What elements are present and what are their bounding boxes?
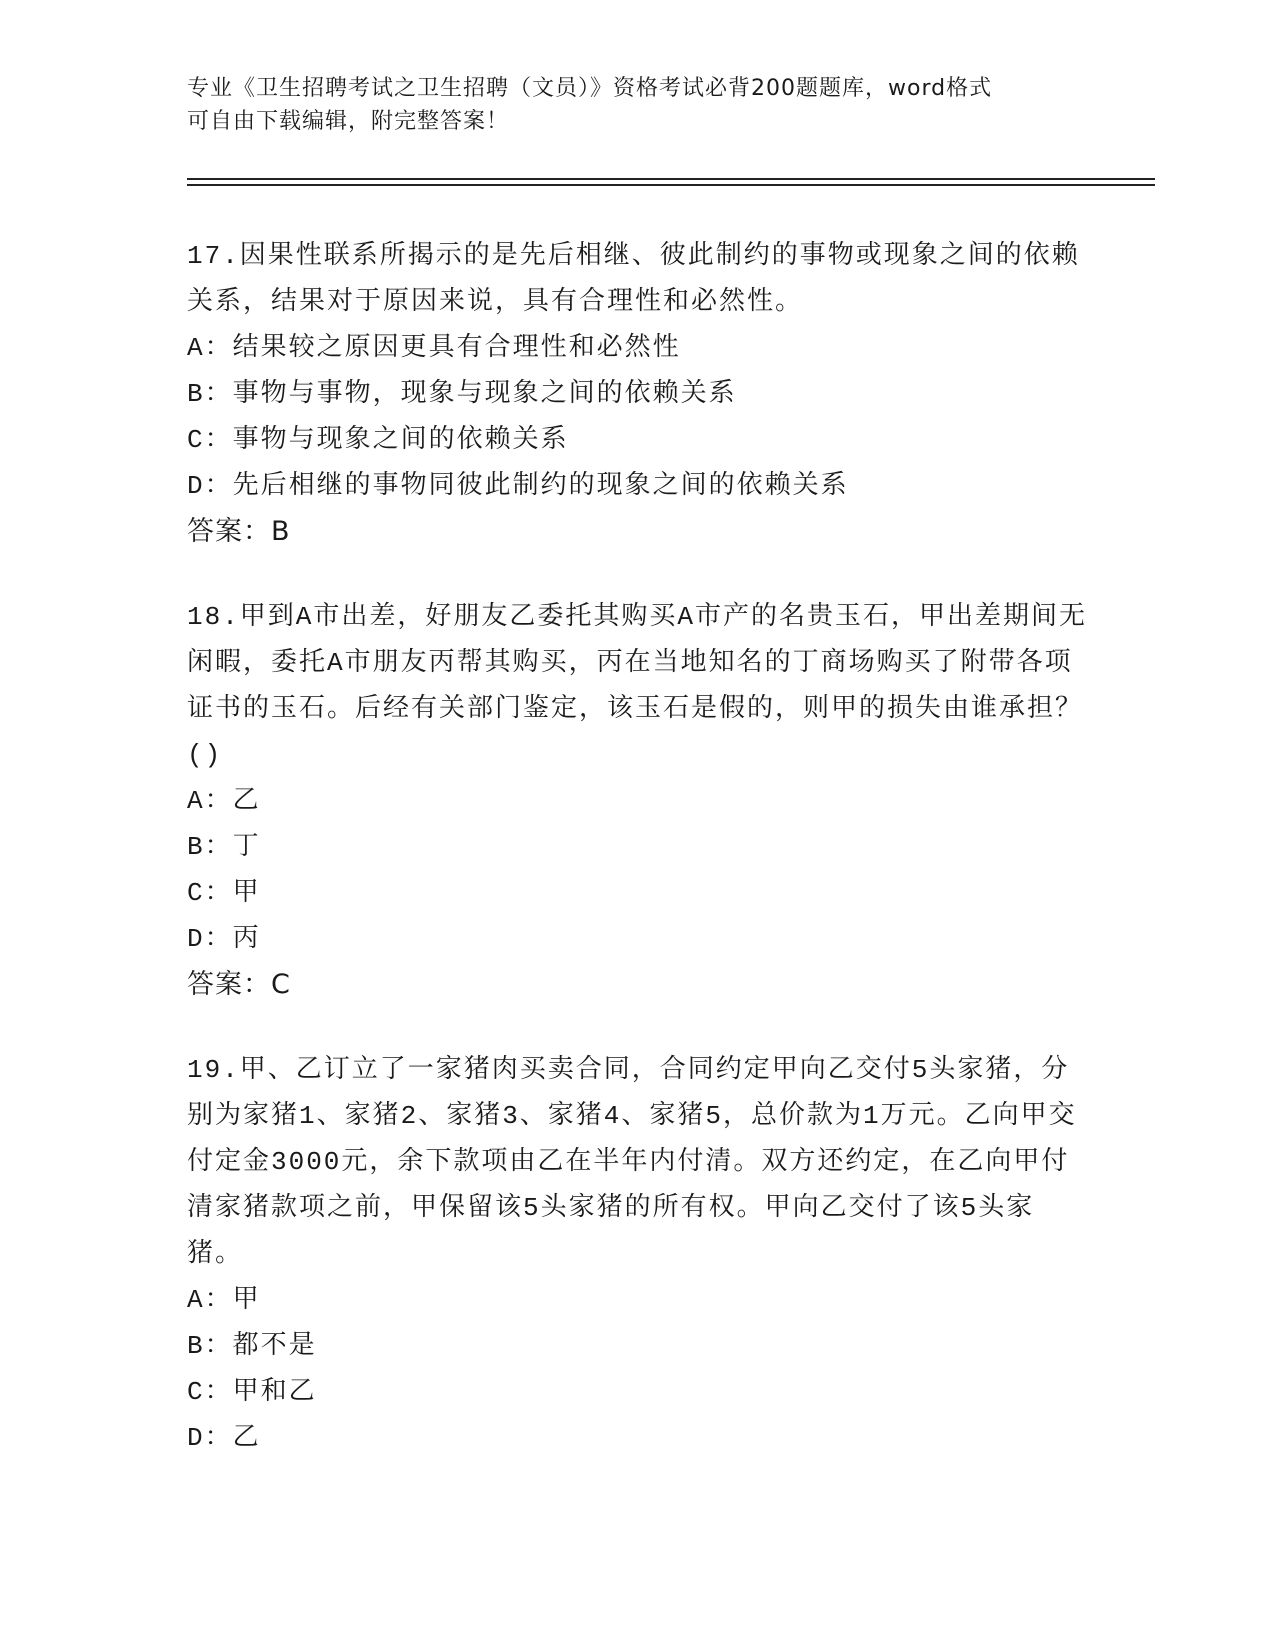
option-a: A：甲 [187, 1285, 261, 1315]
answer-label: 答案：C [187, 969, 291, 1000]
option-a: A：乙 [187, 786, 261, 816]
question-text: 18.甲到A市出差，好朋友乙委托其购买A市产的名贵玉石，甲出差期间无闲暇，委托A市朋友丙帮其购买，丙在当地知名的丁商场购买了附带各项证书的玉石。后经有关部门鉴定，该玉石是假的，则甲的损失由谁承担？() [187, 602, 1088, 770]
header-line-2: 可自由下载编辑，附完整答案！ [187, 109, 510, 134]
question-18 [187, 594, 1087, 1008]
option-a: A：结果较之原因更具有合理性和必然性 [187, 333, 681, 363]
question-19 [187, 1047, 1087, 1461]
option-c: C：甲 [187, 878, 261, 908]
option-d: D：丙 [187, 924, 261, 954]
option-b: B：事物与事物，现象与现象之间的依赖关系 [187, 379, 737, 409]
question-list [187, 233, 1087, 1500]
option-d: D：乙 [187, 1423, 261, 1453]
header-divider-bottom [187, 184, 1155, 186]
option-d: D：先后相继的事物同彼此制约的现象之间的依赖关系 [187, 471, 849, 501]
option-c: C：事物与现象之间的依赖关系 [187, 425, 569, 455]
document-header [187, 72, 1067, 138]
question-17 [187, 233, 1087, 555]
answer-label: 答案：B [187, 516, 291, 547]
header-divider-top [187, 178, 1155, 180]
option-c: C：甲和乙 [187, 1377, 317, 1407]
option-b: B：丁 [187, 832, 261, 862]
header-line-1: 专业《卫生招聘考试之卫生招聘（文员）》资格考试必背200题题库，word格式 [187, 76, 993, 101]
question-text: 17.因果性联系所揭示的是先后相继、彼此制约的事物或现象之间的依赖关系，结果对于原因来说，具有合理性和必然性。 [187, 241, 1080, 317]
question-text: 19.甲、乙订立了一家猪肉买卖合同，合同约定甲向乙交付5头家猪，分别为家猪1、家猪2、家猪3、家猪4、家猪5，总价款为1万元。乙向甲交付定金3000元，余下款项由乙在半年内付清。双方还约定，在乙向甲付清家猪款项之前，甲保留该5头家猪的所有权。甲向乙交付了该5头家猪。 [187, 1055, 1077, 1269]
option-b: B：都不是 [187, 1331, 317, 1361]
